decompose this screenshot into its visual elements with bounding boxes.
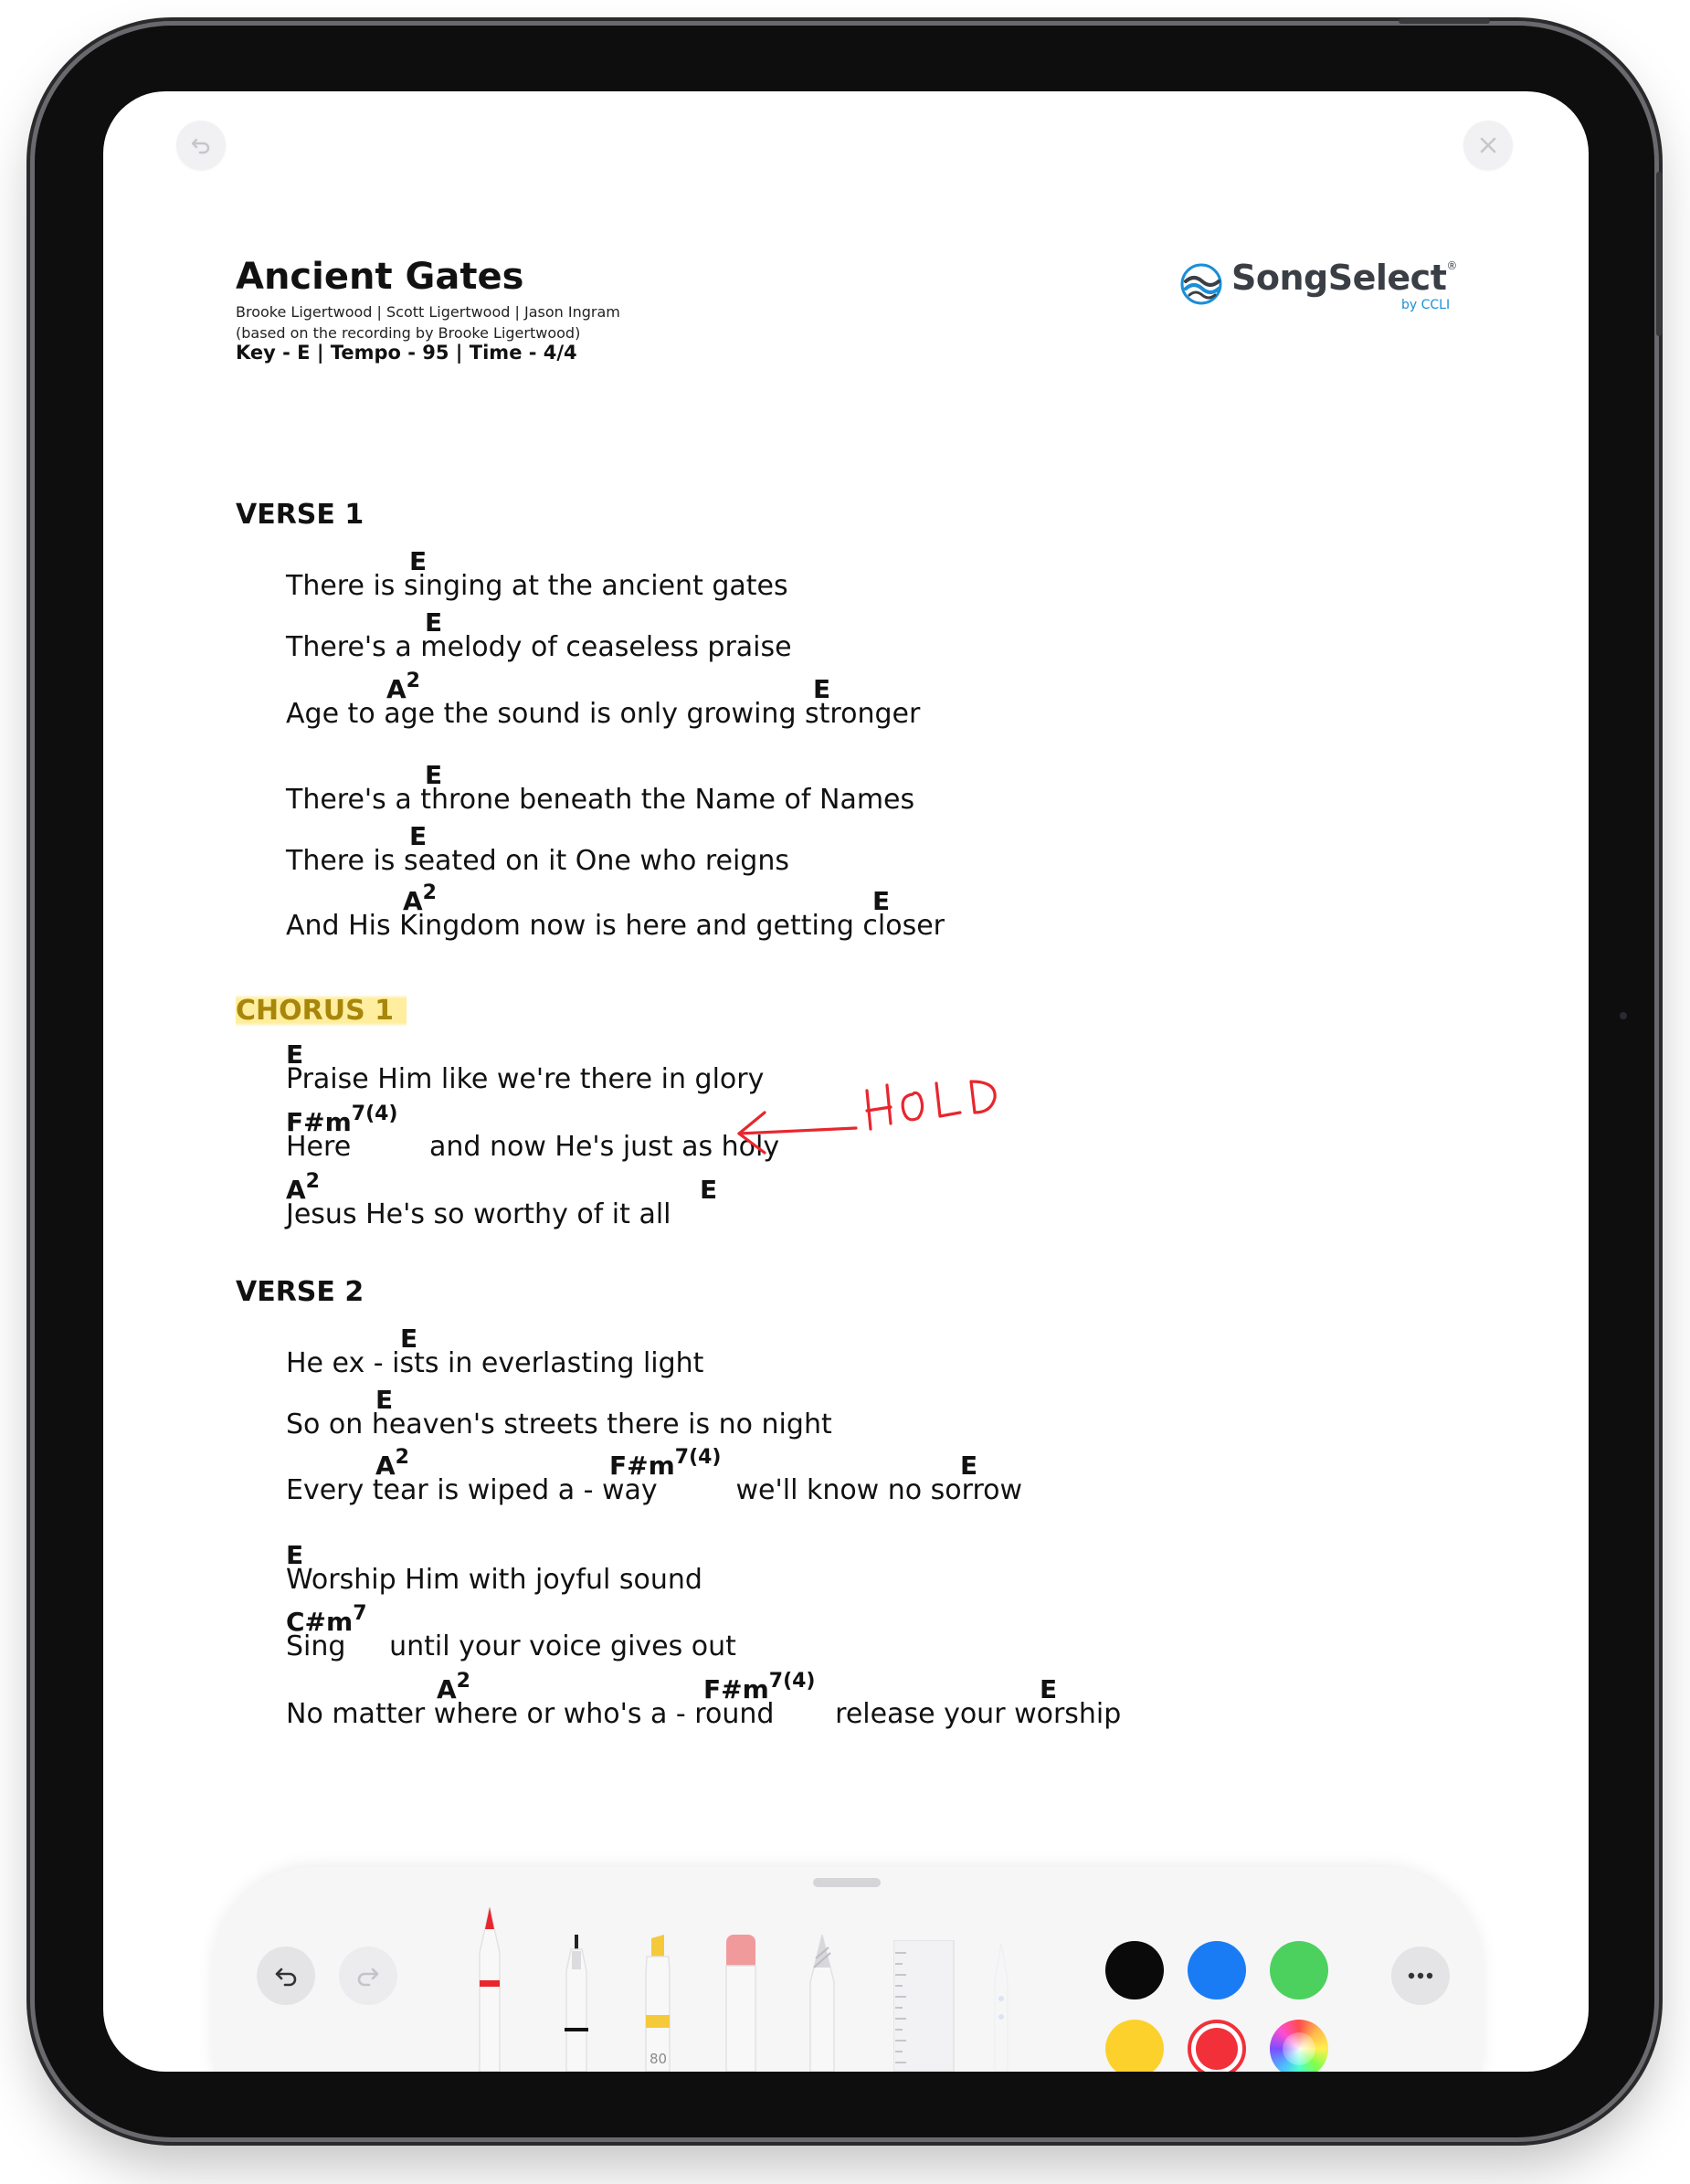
chord: $F\#m^{7(4)}$ — [286, 1103, 398, 1137]
toolbar-undo-button[interactable] — [257, 1947, 315, 2005]
pen-tool[interactable] — [469, 1902, 511, 2072]
lyric-line — [286, 1670, 1382, 1730]
close-x-icon — [1478, 135, 1498, 155]
song-title: Ancient Gates — [236, 256, 524, 298]
chord-sheet — [236, 256, 1515, 1809]
lyric-text: There is seated on it One who reigns — [286, 845, 789, 877]
color-swatch-black[interactable] — [1105, 1941, 1164, 1999]
lyric-text: And His Kingdom now is here and getting closer — [286, 910, 945, 942]
chord: $A^2$ — [386, 670, 420, 704]
song-recording: (based on the recording by Brooke Ligertwood) — [236, 324, 581, 342]
more-icon — [1407, 1971, 1434, 1980]
lyric-line — [286, 1602, 1382, 1662]
lyric-line — [286, 546, 1382, 601]
key-tempo-time: Key - E | Tempo - 95 | Time - 4/4 — [236, 342, 577, 364]
chord: $F\#m^{7(4)}$ — [609, 1446, 722, 1481]
chord: $A^2$ — [286, 1170, 320, 1205]
chord: E — [813, 674, 831, 704]
letter-o — [903, 1092, 922, 1119]
lyric-text: Praise Him like we're there in glory — [286, 1063, 765, 1095]
color-swatch-red-selected[interactable] — [1188, 2020, 1246, 2072]
chord: $C\#m^7$ — [286, 1602, 367, 1637]
side-sensor — [1620, 1012, 1627, 1019]
lyric-text: He ex - ists in everlasting light — [286, 1347, 704, 1379]
letter-l — [936, 1083, 960, 1116]
chord: E — [425, 607, 443, 638]
chord: E — [700, 1175, 718, 1205]
chord: E — [1040, 1674, 1058, 1704]
lyric-text: Every tear is wiped a - way we'll know no sorrow — [286, 1474, 1023, 1506]
chord: E — [425, 760, 443, 790]
songselect-logo — [1178, 256, 1471, 316]
lyric-text: There's a throne beneath the Name of Names — [286, 784, 915, 816]
lyric-text: So on heaven's streets there is no night — [286, 1409, 832, 1440]
lyric-line — [286, 760, 1382, 815]
lyric-line — [286, 1385, 1382, 1440]
undo-icon — [272, 1962, 300, 1989]
redo-icon — [354, 1962, 382, 1989]
lyric-text: Here and now He's just as holy — [286, 1131, 780, 1163]
letter-d — [971, 1081, 995, 1113]
color-swatch-yellow[interactable] — [1105, 2020, 1164, 2072]
lyric-line — [286, 881, 1382, 942]
lyric-line — [286, 1324, 1382, 1378]
undo-arrow-icon — [189, 133, 213, 157]
lyric-text: There's a melody of ceaseless praise — [286, 631, 792, 663]
logo-wordmark: SongSelect® — [1231, 258, 1457, 298]
color-picker-wheel[interactable] — [1270, 2020, 1328, 2072]
top-undo-button[interactable] — [176, 121, 226, 170]
chord: $A^2$ — [437, 1670, 470, 1704]
lyric-text: There is singing at the ancient gates — [286, 570, 788, 602]
lyric-text: Worship Him with joyful sound — [286, 1564, 702, 1596]
screen — [103, 91, 1589, 2072]
lyric-line — [286, 1170, 1382, 1230]
chord: E — [409, 821, 428, 851]
lyric-line — [286, 607, 1382, 662]
highlighter-opacity-label: 80 — [650, 2051, 668, 2067]
logo-subtitle: by CCLI — [1401, 298, 1451, 312]
chord: E — [409, 546, 428, 576]
toolbar-grabber[interactable] — [813, 1878, 881, 1887]
chord: $A^2$ — [403, 881, 437, 916]
handwritten-hold-annotation — [730, 1058, 1059, 1167]
eraser-tool[interactable] — [717, 1935, 763, 2072]
chord: E — [400, 1324, 418, 1354]
more-options-button[interactable] — [1391, 1947, 1450, 2005]
color-wheel-center — [1283, 2032, 1315, 2065]
pencil-tool[interactable] — [799, 1935, 845, 2072]
toolbar-redo-button[interactable] — [339, 1947, 397, 2005]
selected-color-dot — [1196, 2028, 1238, 2070]
top-button — [1399, 18, 1490, 24]
close-button[interactable] — [1463, 121, 1513, 170]
chord: E — [375, 1385, 394, 1415]
volume-button — [1656, 172, 1662, 336]
chord: E — [286, 1540, 304, 1570]
color-swatch-green[interactable] — [1270, 1941, 1328, 1999]
chord: $F\#m^{7(4)}$ — [703, 1670, 816, 1704]
arrow-shaft — [739, 1128, 856, 1134]
chord: E — [872, 886, 891, 916]
lyric-text: Jesus He's so worthy of it all — [286, 1198, 671, 1230]
chord: $A^2$ — [375, 1446, 409, 1481]
songselect-waves-icon — [1178, 261, 1224, 307]
lyric-line — [286, 670, 1382, 730]
lyric-line — [286, 1446, 1382, 1506]
song-writers: Brooke Ligertwood | Scott Ligertwood | Jason Ingram — [236, 303, 620, 321]
lyric-line — [286, 821, 1382, 876]
color-swatch-blue[interactable] — [1188, 1941, 1246, 1999]
chord: E — [286, 1039, 304, 1070]
lyric-text: Sing until your voice gives out — [286, 1630, 736, 1662]
section-verse-2: VERSE 2 — [236, 1276, 364, 1308]
lyric-line — [286, 1540, 1382, 1595]
ruler-tool[interactable] — [893, 1940, 957, 2072]
markup-toolbar — [213, 1867, 1483, 2072]
lyric-text: No matter where or who's a - round release your worship — [286, 1698, 1122, 1730]
lasso-tool[interactable] — [988, 1944, 1015, 2072]
section-chorus-1: CHORUS 1 — [236, 995, 407, 1027]
fineliner-tool[interactable] — [555, 1935, 597, 2072]
section-verse-1: VERSE 1 — [236, 499, 364, 531]
lyric-text: Age to age the sound is only growing stronger — [286, 698, 921, 730]
letter-h — [867, 1085, 891, 1129]
chord: E — [960, 1451, 978, 1481]
